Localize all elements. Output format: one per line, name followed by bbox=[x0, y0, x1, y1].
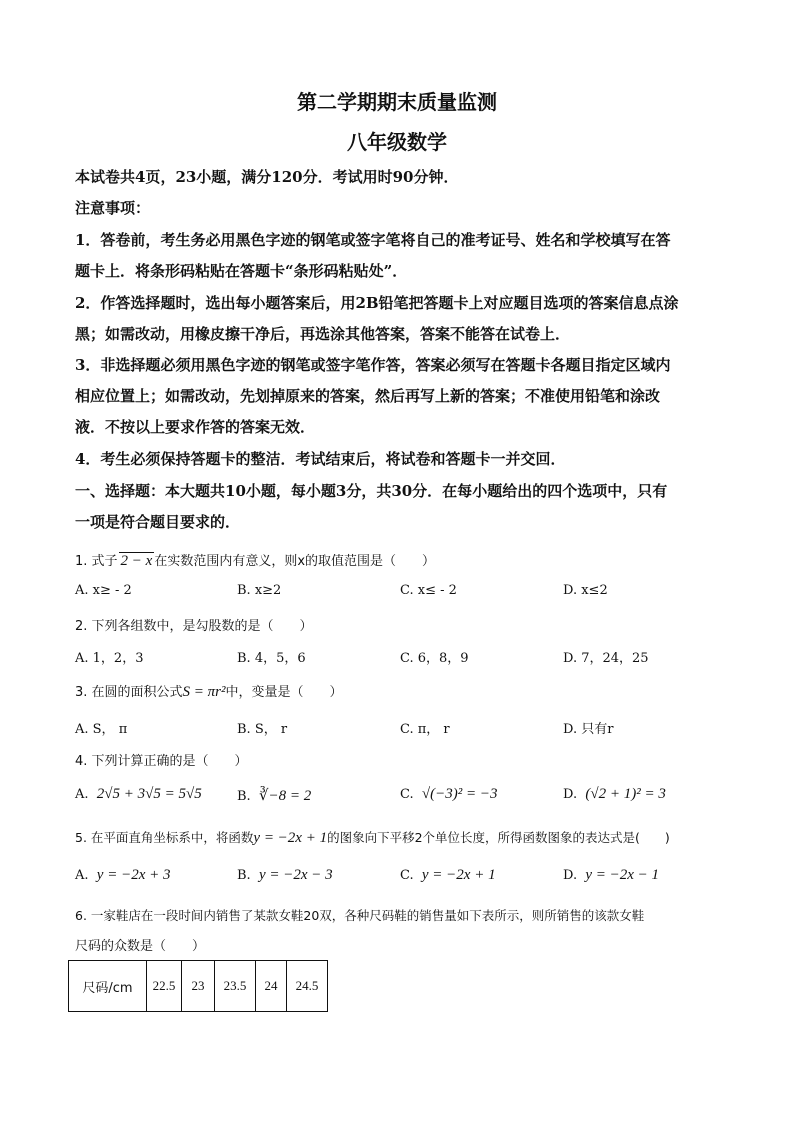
table-cell: 23 bbox=[182, 961, 215, 1012]
notice-3-line-3: 液．不按以上要求作答的答案无效． bbox=[75, 418, 316, 436]
exam-title: 第二学期期末质量监测 bbox=[297, 90, 497, 114]
table-cell: 24 bbox=[256, 961, 287, 1012]
table-cell: 22.5 bbox=[147, 961, 182, 1012]
question-1-option-b: B. x≥2 bbox=[237, 583, 282, 598]
question-4-option-c: C. √(−3)² = −3 bbox=[400, 786, 498, 802]
notice-3-line-1: 3．非选择题必须用黑色字迹的钢笔或签字笔作答，答案必须写在答题卡各题目指定区域内 bbox=[75, 356, 671, 374]
question-4-option-d: D. (√2 + 1)² = 3 bbox=[563, 786, 666, 802]
notice-3-line-2: 相应位置上；如需改动，先划掉原来的答案，然后再写上新的答案；不准使用铅笔和涂改 bbox=[75, 387, 661, 405]
question-4-option-b: B. ∛−8 = 2 bbox=[237, 788, 312, 804]
notice-1-line-2: 题卡上．将条形码粘贴在答题卡“条形码粘贴处”． bbox=[75, 262, 408, 280]
question-4-stem: 4. 下列计算正确的是（ ） bbox=[75, 754, 248, 769]
table-header-cell: 尺码/cm bbox=[69, 961, 147, 1012]
question-1-stem: 1. 式子 2 − x 在实数范围内有意义，则x的取值范围是（ ） bbox=[75, 553, 436, 569]
question-1-option-a: A. x≥ - 2 bbox=[75, 583, 132, 598]
question-4-option-a: A. 2√5 + 3√5 = 5√5 bbox=[75, 786, 202, 802]
notice-2-line-1: 2．作答选择题时，选出每小题答案后，用2B铅笔把答题卡上对应题目选项的答案信息点涂 bbox=[75, 294, 679, 312]
shoe-size-table bbox=[68, 960, 328, 1012]
table-cell: 23.5 bbox=[215, 961, 256, 1012]
question-6-stem-line-2: 尺码的众数是（ ） bbox=[75, 939, 206, 954]
question-3-stem: 3. 在圆的面积公式S = πr²中，变量是（ ） bbox=[75, 684, 343, 700]
notice-4-line-1: 4．考生必须保持答题卡的整洁．考试结束后，将试卷和答题卡一并交回． bbox=[75, 450, 566, 468]
area-formula: S = πr² bbox=[182, 684, 226, 700]
exam-summary: 本试卷共4页，23小题，满分120分．考试用时90分钟． bbox=[75, 168, 459, 186]
question-1-option-c: C. x≤ - 2 bbox=[400, 583, 457, 598]
question-3-option-c: C. π， r bbox=[400, 722, 450, 737]
question-3-option-d: D. 只有r bbox=[563, 722, 614, 737]
notice-2-line-2: 黑；如需改动，用橡皮擦干净后，再选涂其他答案，答案不能答在试卷上． bbox=[75, 325, 571, 343]
question-5-option-c: C. y = −2x + 1 bbox=[400, 867, 496, 883]
section-heading-line-1: 一、选择题：本大题共10小题，每小题3分，共30分．在每小题给出的四个选项中，只有 bbox=[75, 482, 668, 500]
question-3-option-a: A. S， π bbox=[75, 722, 128, 737]
question-5-option-a: A. y = −2x + 3 bbox=[75, 867, 171, 883]
question-2-stem: 2. 下列各组数中，是勾股数的是（ ） bbox=[75, 619, 313, 634]
table-cell: 24.5 bbox=[287, 961, 328, 1012]
question-1-option-d: D. x≤2 bbox=[563, 583, 608, 598]
sqrt-expression: 2 − x bbox=[120, 553, 153, 569]
question-5-option-b: B. y = −2x − 3 bbox=[237, 867, 333, 883]
function-expression: y = −2x + 1 bbox=[253, 830, 328, 846]
exam-subtitle: 八年级数学 bbox=[347, 130, 447, 154]
notice-heading: 注意事项： bbox=[75, 199, 151, 217]
question-2-option-c: C. 6，8，9 bbox=[400, 651, 469, 666]
question-2-option-a: A. 1，2，3 bbox=[75, 651, 144, 666]
question-2-option-b: B. 4，5，6 bbox=[237, 651, 306, 666]
question-5-option-d: D. y = −2x − 1 bbox=[563, 867, 660, 883]
question-2-option-d: D. 7，24，25 bbox=[563, 651, 649, 666]
notice-1-line-1: 1．答卷前，考生务必用黑色字迹的钢笔或签字笔将自己的准考证号、姓名和学校填写在答 bbox=[75, 231, 671, 249]
question-5-stem: 5. 在平面直角坐标系中，将函数y = −2x + 1的图象向下平移2个单位长度，所得函数图象的表达式是( ) bbox=[75, 830, 670, 846]
section-heading-line-2: 一项是符合题目要求的． bbox=[75, 513, 241, 531]
table-row bbox=[69, 961, 328, 1012]
question-3-option-b: B. S， r bbox=[237, 722, 288, 737]
question-6-stem-line-1: 6. 一家鞋店在一段时间内销售了某款女鞋20双，各种尺码鞋的销售量如下表所示，则所销售的该款女鞋 bbox=[75, 908, 645, 923]
